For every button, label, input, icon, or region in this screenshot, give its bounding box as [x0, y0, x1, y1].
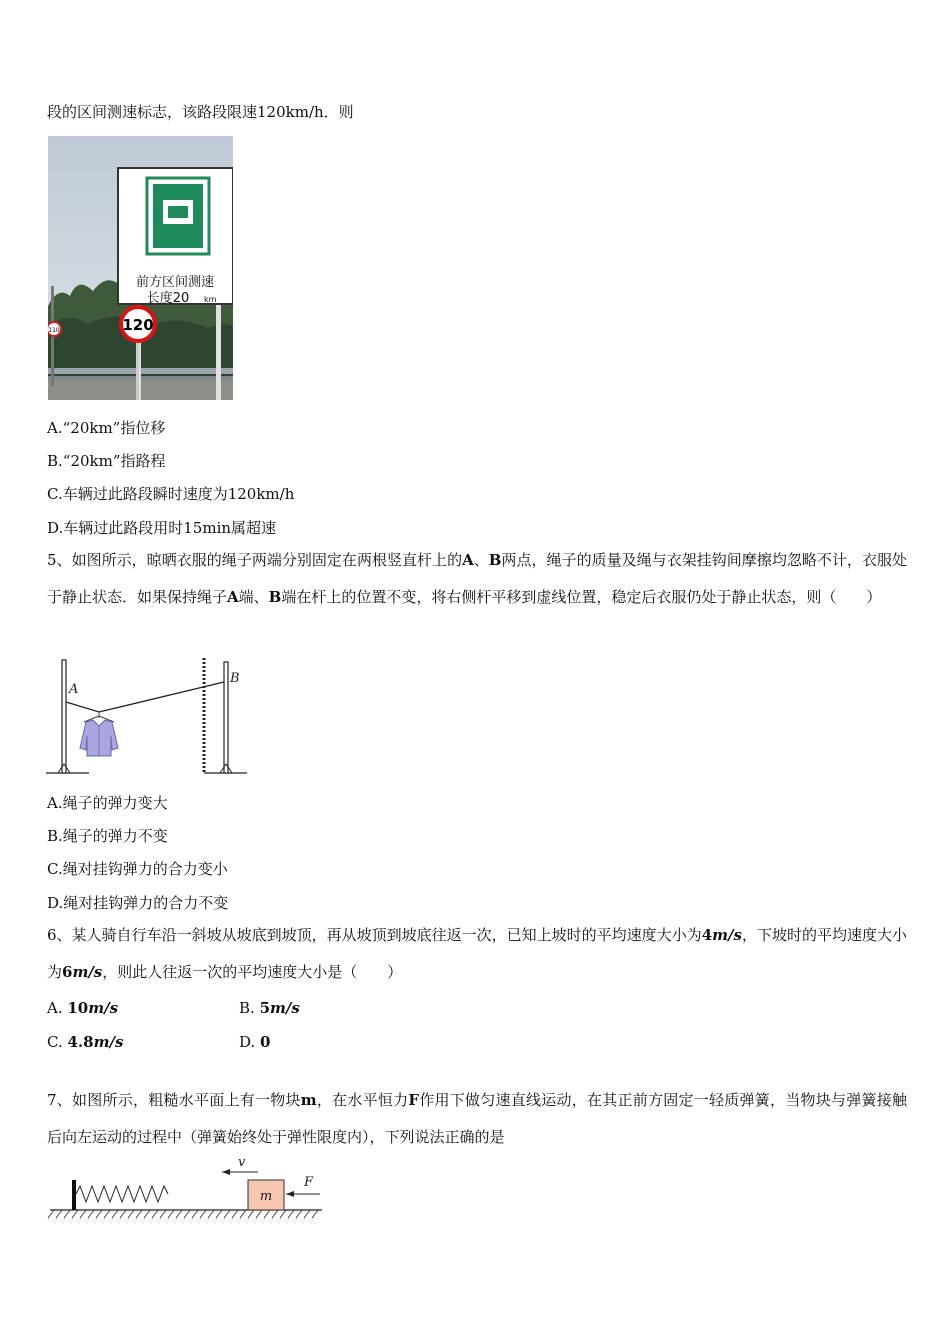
question-5-stem: 5、如图所示，晾晒衣服的绳子两端分别固定在两根竖直杆上的A、B两点，绳子的质量及绳与衣架挂钩间摩擦均忽略不计，衣服处于静止状态．如果保持绳子A端、B端在杆上的位置不变，将右侧杆平移到虚线位置，稳定后衣服仍处于静止状态，则（ ） [47, 551, 907, 606]
q5-option-d: D.绳对挂钩弹力的合力不变 [47, 894, 229, 912]
q4-option-a: A.“20km”指位移 [47, 419, 166, 437]
force-label: F [304, 1175, 314, 1190]
point-a-label: A [69, 682, 79, 697]
q4-option-d: D.车辆过此路段用时15min属超速 [47, 519, 277, 537]
sign-text-unit: km [204, 295, 217, 304]
speed-camera-sign-photo [48, 136, 233, 400]
clothesline-diagram [44, 656, 249, 778]
q4-option-c: C.车辆过此路段瞬时速度为120km/h [47, 485, 295, 503]
point-b-label: B [230, 671, 240, 686]
sign-text-line1: 前方区间测速 [135, 275, 215, 290]
small-speed-sign-text: 110 [48, 327, 60, 334]
velocity-label: v [238, 1155, 246, 1170]
q5-option-a: A.绳子的弹力变大 [47, 794, 168, 812]
speed-limit-number: 120 [122, 316, 154, 334]
q5-option-c: C.绳对挂钩弹力的合力变小 [47, 860, 228, 878]
q6-option-a: A. 10m/s [47, 999, 119, 1017]
q6-option-c: C. 4.8m/s [47, 1033, 124, 1051]
q5-option-b: B.绳子的弹力不变 [47, 827, 168, 845]
spring-block-diagram [46, 1154, 326, 1224]
question-6-stem: 6、某人骑自行车沿一斜坡从坡底到坡顶，再从坡顶到坡底往返一次，已知上坡时的平均速度大小为4m/s，下坡时的平均速度大小为6m/s，则此人往返一次的平均速度大小是（ ） [47, 926, 907, 981]
block-mass-label: m [259, 1189, 273, 1204]
question-4-intro: 段的区间测速标志，该路段限速120km/h．则 [47, 103, 354, 121]
question-7-stem: 7、如图所示，粗糙水平面上有一物块m，在水平恒力F作用下做匀速直线运动，在其正前方固定一轻质弹簧，当物块与弹簧接触后向左运动的过程中（弹簧始终处于弹性限度内），下列说法正确的是 [47, 1091, 907, 1146]
q6-option-d: D. 0 [239, 1033, 271, 1051]
q4-option-b: B.“20km”指路程 [47, 452, 166, 470]
q6-option-b: B. 5m/s [239, 999, 300, 1017]
sign-text-line2: 长度20 [146, 291, 190, 306]
